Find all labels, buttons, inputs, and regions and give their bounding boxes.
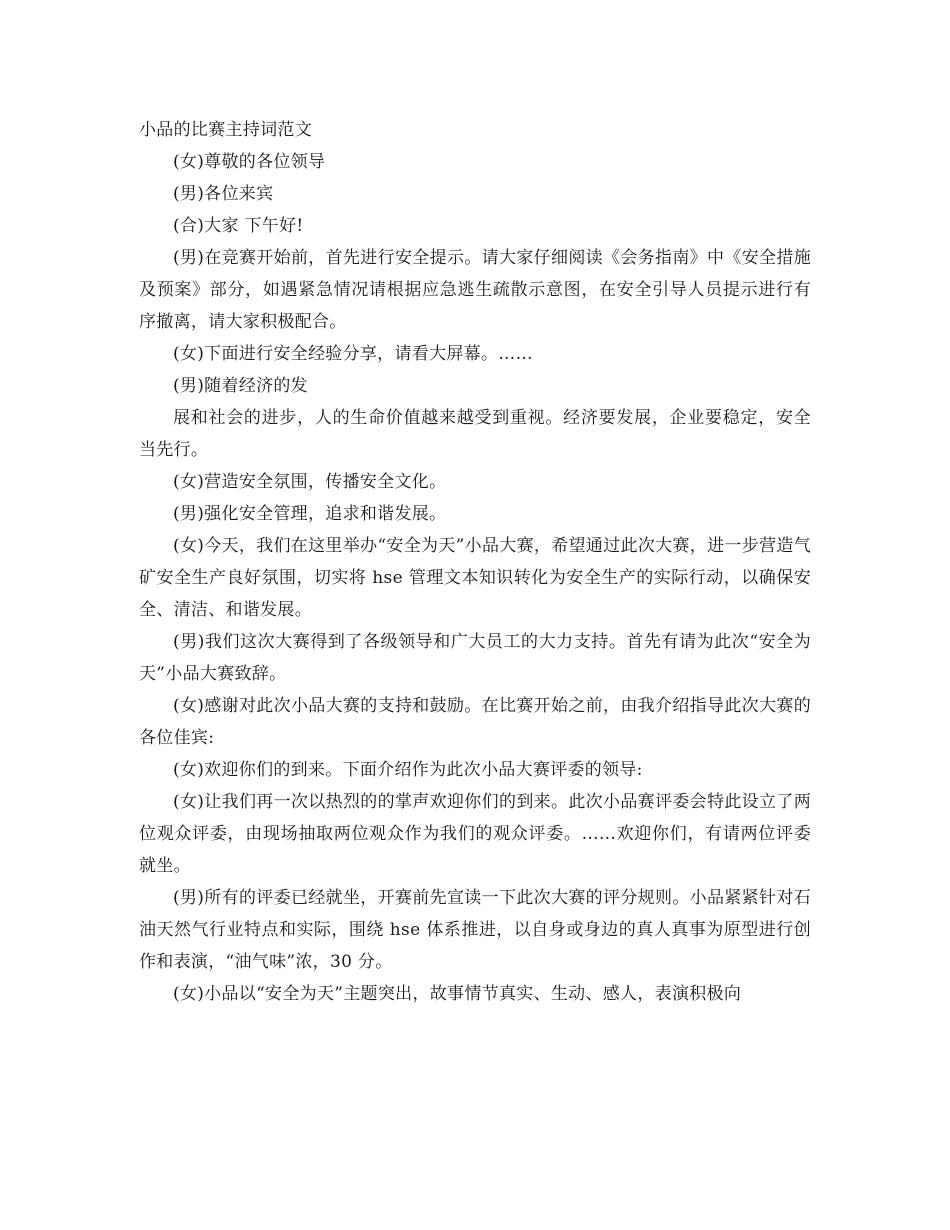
paragraph: (女)尊敬的各位领导 (173, 152, 326, 172)
document-body (139, 114, 811, 1010)
paragraph: (男)各位来宾 (173, 184, 274, 204)
paragraph: (男)我们这次大赛得到了各级领导和广大员工的大力支持。首先有请为此次“安全为天”小品大赛致辞。 (139, 632, 811, 684)
paragraph: (男)强化安全管理，追求和谐发展。 (173, 504, 447, 524)
paragraph: 展和社会的进步，人的生命价值越来越受到重视。经济要发展，企业要稳定，安全当先行。 (139, 408, 811, 460)
paragraph: (女)让我们再一次以热烈的的掌声欢迎你们的到来。此次小品赛评委会特此设立了两位观众评委，由现场抽取两位观众作为我们的观众评委。……欢迎你们，有请两位评委就坐。 (139, 792, 811, 876)
paragraph: (男)在竞赛开始前，首先进行安全提示。请大家仔细阅读《会务指南》中《安全措施及预案》部分，如遇紧急情况请根据应急逃生疏散示意图，在安全引导人员提示进行有序撤离，请大家积极配合。 (139, 248, 811, 332)
paragraph: (女)感谢对此次小品大赛的支持和鼓励。在比赛开始之前，由我介绍指导此次大赛的各位佳宾: (139, 696, 811, 748)
paragraph: (男)随着经济的发 (173, 376, 308, 396)
paragraph: (女)今天，我们在这里举办“安全为天”小品大赛，希望通过此次大赛，进一步营造气矿安全生产良好氛围，切实将 hse 管理文本知识转化为安全生产的实际行动，以确保安全、清洁、和谐发展。 (139, 536, 811, 620)
paragraph: (女)欢迎你们的到来。下面介绍作为此次小品大赛评委的领导: (173, 760, 643, 780)
paragraph: (男)所有的评委已经就坐，开赛前先宣读一下此次大赛的评分规则。小品紧紧针对石油天然气行业特点和实际，围绕 hse 体系推进，以自身或身边的真人真事为原型进行创作和表演，“油气味”浓，30 分。 (139, 888, 811, 972)
paragraph: (女)营造安全氛围，传播安全文化。 (173, 472, 447, 492)
paragraph: (女)下面进行安全经验分享，请看大屏幕。…… (173, 344, 533, 364)
paragraph: (女)小品以“安全为天”主题突出，故事情节真实、生动、感人，表演积极向 (173, 984, 742, 1004)
document-title: 小品的比赛主持词范文 (139, 120, 312, 140)
paragraph: (合)大家 下午好! (173, 216, 304, 236)
